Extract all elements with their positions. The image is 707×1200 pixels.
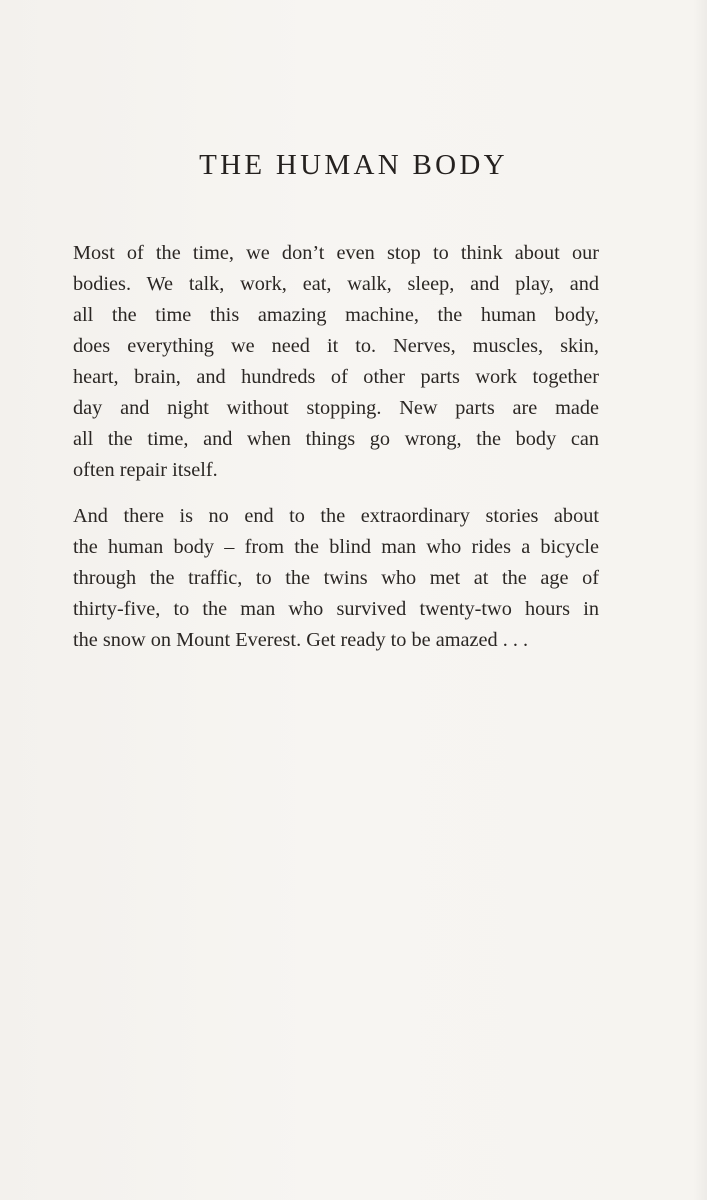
intro-paragraph-2 [73, 501, 599, 656]
page-edge-shadow [693, 0, 707, 1200]
paragraph-1-line-5: heart, brain, and hundreds of other parts work together [73, 366, 599, 388]
paragraph-1-line-3: all the time this amazing machine, the human body, [73, 304, 599, 326]
paragraph-2-line-1: And there is no end to the extraordinary stories about [73, 505, 599, 527]
paragraph-1-line-8: often repair itself. [73, 459, 218, 481]
paragraph-1-line-1: Most of the time, we don’t even stop to think about our [73, 242, 599, 264]
paragraph-2-line-3: through the traffic, to the twins who met at the age of [73, 567, 599, 589]
paragraph-1-line-4: does everything we need it to. Nerves, muscles, skin, [73, 335, 599, 357]
paragraph-1-line-2: bodies. We talk, work, eat, walk, sleep, and play, and [73, 273, 599, 295]
paragraph-2-line-4: thirty-five, to the man who survived twenty-two hours in [73, 598, 599, 620]
chapter-title: THE HUMAN BODY [199, 149, 508, 181]
paragraph-1-line-6: day and night without stopping. New parts are made [73, 397, 599, 419]
paragraph-2-line-5: the snow on Mount Everest. Get ready to be amazed . . . [73, 629, 529, 651]
paragraph-2-line-2: the human body – from the blind man who rides a bicycle [73, 536, 599, 558]
intro-paragraph-1 [73, 238, 599, 486]
paragraph-1-line-7: all the time, and when things go wrong, the body can [73, 428, 599, 450]
